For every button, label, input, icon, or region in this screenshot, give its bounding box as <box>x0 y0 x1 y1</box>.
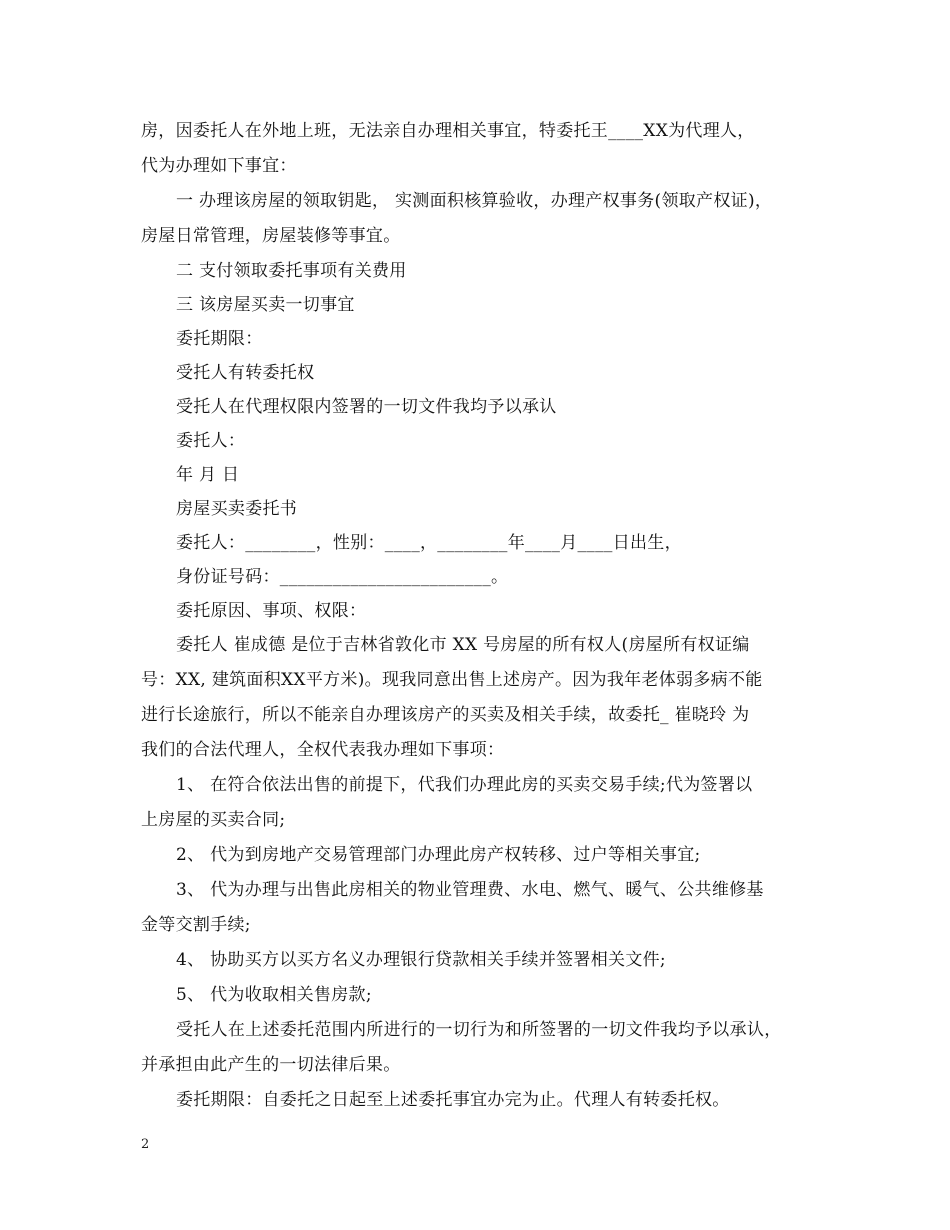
text-line: 委托人： <box>176 431 246 451</box>
text-line: 委托人：________，性别：____，________年____月____日出生， <box>176 533 682 553</box>
text-line: 委托原因、事项、权限： <box>176 601 367 621</box>
list-item: 2、 代为到房地产交易管理部门办理此房产权转移、过户等相关事宜; <box>176 845 701 865</box>
text-line: 代为办理如下事宜： <box>141 156 297 176</box>
text-line: 房，因委托人在外地上班，无法亲自办理相关事宜，特委托王____XX为代理人， <box>141 121 755 141</box>
text-line: 委托人 崔成德 是位于吉林省敦化市 XX 号房屋的所有权人(房屋所有权证编 <box>176 635 750 655</box>
text-line: 金等交割手续; <box>141 915 251 935</box>
list-item: 3、 代为办理与出售此房相关的物业管理费、水电、燃气、暖气、公共维修基 <box>176 880 764 900</box>
list-item: 5、 代为收取相关售房款; <box>176 985 372 1005</box>
text-line: 进行长途旅行，所以不能亲自办理该房产的买卖及相关手续，故委托_ 崔晓玲 为 <box>141 705 750 725</box>
date-line: 年 月 日 <box>176 465 240 485</box>
section-title: 房屋买卖委托书 <box>176 499 298 519</box>
page-number: 2 <box>141 1137 150 1152</box>
text-line: 委托期限：自委托之日起至上述委托事宜办完为止。代理人有转委托权。 <box>176 1090 730 1110</box>
text-line: 受托人在上述委托范围内所进行的一切行为和所签署的一切文件我均予以承认， <box>176 1020 782 1040</box>
text-line: 并承担由此产生的一切法律后果。 <box>141 1055 401 1075</box>
text-line: 身份证号码：________________________。 <box>176 567 509 587</box>
text-line: 上房屋的买卖合同; <box>141 810 286 830</box>
text-line: 三 该房屋买卖一切事宜 <box>176 295 355 315</box>
text-line: 受托人有转委托权 <box>176 363 315 383</box>
text-line: 房屋日常管理，房屋装修等事宜。 <box>141 226 401 246</box>
text-line: 号：XX, 建筑面积XX平方米)。现我同意出售上述房产。因为我年老体弱多病不能 <box>141 670 763 690</box>
list-item: 1、 在符合依法出售的前提下，代我们办理此房的买卖交易手续;代为签署以 <box>176 775 753 795</box>
text-line: 受托人在代理权限内签署的一切文件我均予以承认 <box>176 397 557 417</box>
text-line: 一 办理该房屋的领取钥匙， 实测面积核算验收，办理产权事务(领取产权证)， <box>176 191 773 211</box>
text-line: 二 支付领取委托事项有关费用 <box>176 261 407 281</box>
text-line: 我们的合法代理人，全权代表我办理如下事项： <box>141 740 505 760</box>
text-line: 委托期限： <box>176 329 263 349</box>
list-item: 4、 协助买方以买方名义办理银行贷款相关手续并签署相关文件; <box>176 950 666 970</box>
